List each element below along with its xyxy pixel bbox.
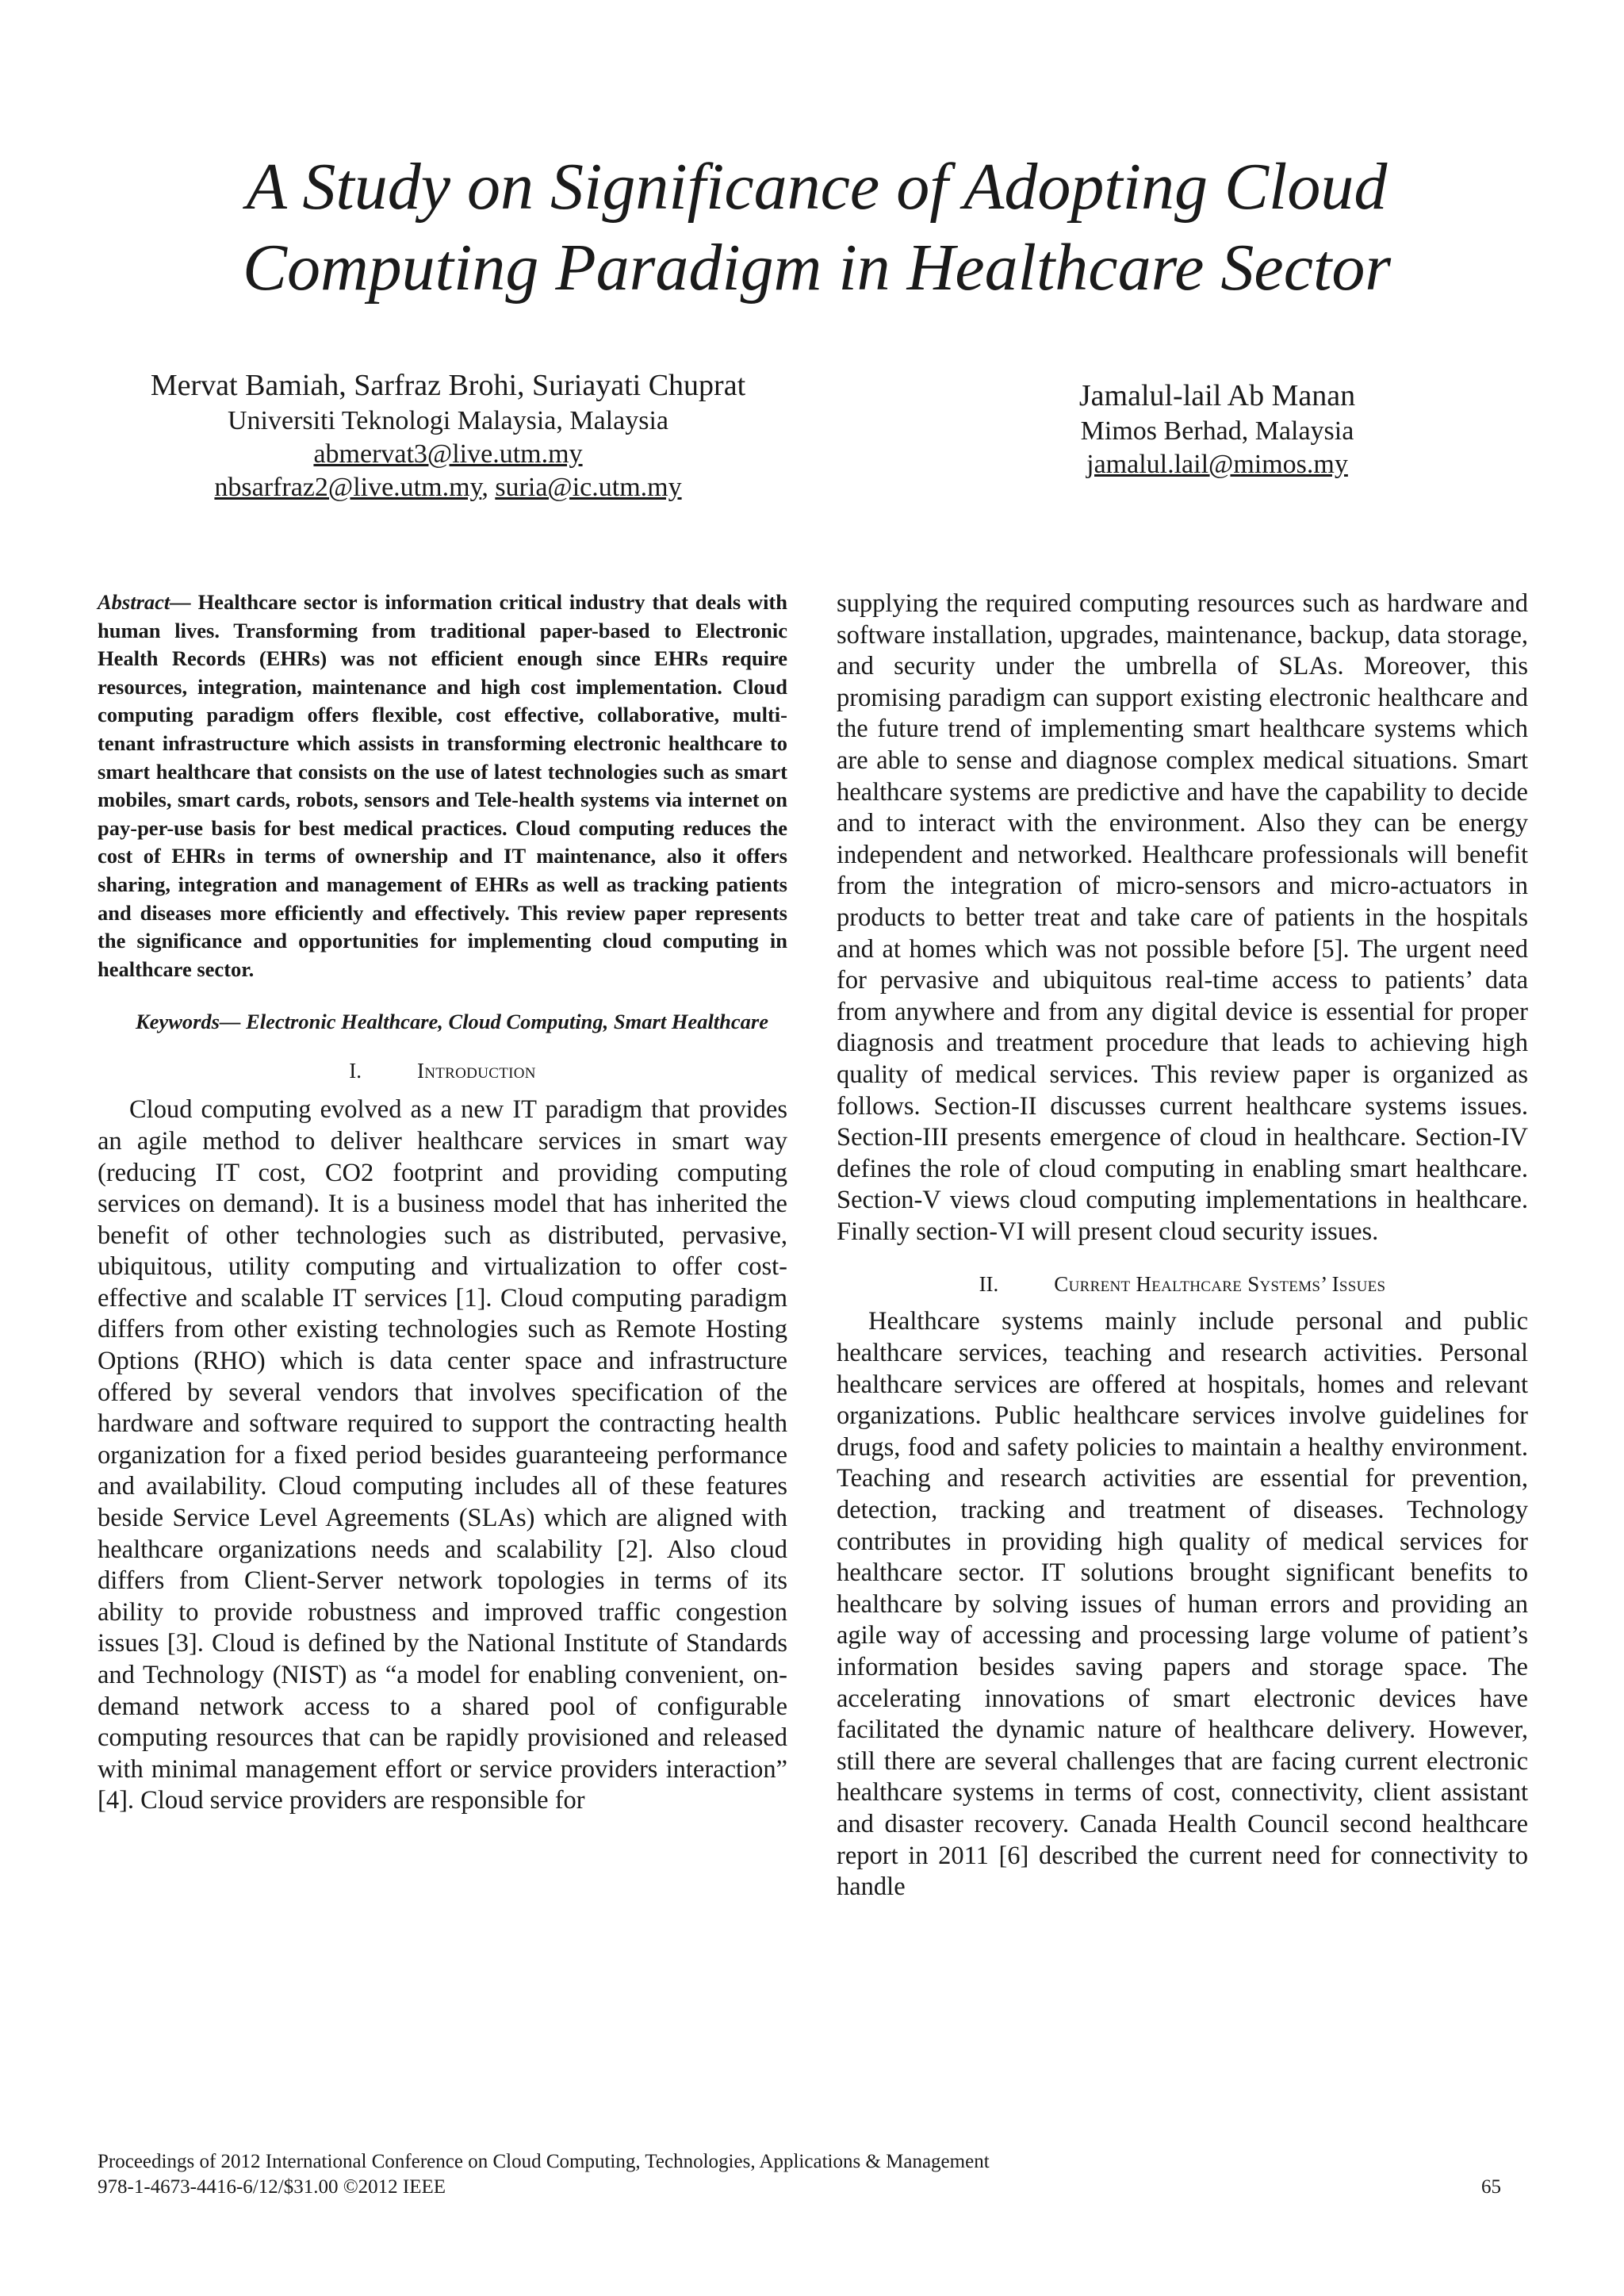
keywords: Keywords— Electronic Healthcare, Cloud Computing, Smart Healthcare xyxy=(136,1010,768,1034)
section-2-paragraph: Healthcare systems mainly include personal and public healthcare services, teaching and research activities. Personal healthcare services are offered at hospitals, homes and relevant organizations. Public healthcare services involve guidelines for drugs, food and safety policies to maintain a healthy environment. Teaching and research activities are essential for prevention, detection, tracking and treatment of diseases. Technology contributes in providing high quality of medical services for healthcare sector. IT solutions brought significant benefits to healthcare by solving issues of human errors and providing an agile way of accessing and processing large volume of patient’s information besides saving papers and storage space. The accelerating innovations of smart electronic devices have facilitated the dynamic nature of healthcare delivery. However, still there are several challenges that are facing current electronic healthcare systems in terms of cost, connectivity, client assistant and disaster recovery. Canada Health Council second healthcare report in 2011 [6] described the current need for connectivity to handle xyxy=(837,1307,1528,1902)
abstract xyxy=(98,588,787,983)
page-number: 65 xyxy=(1481,2176,1501,2198)
section-2-number: II. xyxy=(979,1272,999,1297)
right-column xyxy=(837,588,1528,1903)
author-affiliation-right: Mimos Berhad, Malaysia xyxy=(1080,416,1354,446)
proceedings-line: Proceedings of 2012 International Conference on Cloud Computing, Technologies, Applications & Management xyxy=(98,2151,990,2172)
isbn-line: 978-1-4673-4416-6/12/$31.00 ©2012 IEEE xyxy=(98,2176,446,2198)
author-names-right: Jamalul-lail Ab Manan xyxy=(1078,379,1356,412)
left-column xyxy=(98,588,787,1817)
author-email-1[interactable]: abmervat3@live.utm.my xyxy=(313,439,583,469)
section-2-heading xyxy=(837,1270,1528,1298)
abstract-label: Abstract— xyxy=(98,590,191,614)
author-email-4[interactable]: jamalul.lail@mimos.my xyxy=(1086,450,1348,479)
abstract-text: Healthcare sector is information critical industry that deals with human lives. Transforming from traditional paper-based to Electronic Health Records (EHRs) was not efficient enough since EHRs require resources, integration, maintenance and high cost implementation. Cloud computing paradigm offers flexible, cost effective, collaborative, multi-tenant infrastructure which assists in transforming electronic healthcare to smart healthcare that consists on the use of latest technologies such as smart mobiles, smart cards, robots, sensors and Tele-health systems via internet on pay-per-use basis for best medical practices. Cloud computing reduces the cost of EHRs in terms of ownership and IT maintenance, also it offers sharing, integration and management of EHRs as well as tracking patients and diseases more efficiently and effectively. This review paper represents the significance and opportunities for implementing cloud computing in healthcare sector. xyxy=(98,590,787,981)
author-names-left: Mervat Bamiah, Sarfraz Brohi, Suriayati Chuprat xyxy=(150,369,746,402)
title-line-1: A Study on Significance of Adopting Cloud xyxy=(246,150,1388,224)
section-1-continued-paragraph: supplying the required computing resources such as hardware and software installation, upgrades, maintenance, backup, data storage, and security under the umbrella of SLAs. Moreover, this promising paradigm can support existing electronic healthcare and the future trend of implementing smart healthcare systems which are able to sense and diagnose complex medical situations. Smart healthcare systems are predictive and have the capability to decide and to interact with the environment. Also they can be energy independent and networked. Healthcare professionals will benefit from the integration of micro-sensors and micro-actuators in products to better treat and take care of patients in the hospitals and at homes which was not possible before [5]. The urgent need for pervasive and ubiquitous real-time access to patients’ data from anywhere and from any digital device is essential for proper diagnosis and treatment procedure that leads to achieving high quality of medical services. This review paper is organized as follows. Section-II discusses current healthcare systems issues. Section-III presents emergence of cloud in healthcare. Section-IV defines the role of cloud computing in enabling smart healthcare. Section-V views cloud computing implementations in healthcare. Finally section-VI will present cloud security issues. xyxy=(837,589,1528,1246)
author-affiliation-left: Universiti Teknologi Malaysia, Malaysia xyxy=(227,406,668,435)
author-block-left xyxy=(119,366,777,504)
author-block-right xyxy=(983,377,1451,481)
page-footer xyxy=(98,2149,1501,2200)
paper-title xyxy=(143,147,1491,309)
title-line-2: Computing Paradigm in Healthcare Sector xyxy=(242,231,1392,305)
section-2-title: Current Healthcare Systems’ Issues xyxy=(1054,1272,1386,1297)
email-separator: , xyxy=(481,473,496,502)
author-email-3[interactable]: suria@ic.utm.my xyxy=(495,473,682,502)
section-1-number: I. xyxy=(349,1059,362,1083)
section-1-title: Introduction xyxy=(416,1059,536,1083)
section-1-heading xyxy=(98,1056,787,1085)
author-email-2[interactable]: nbsarfraz2@live.utm.my xyxy=(214,473,482,502)
section-1-paragraph: Cloud computing evolved as a new IT paradigm that provides an agile method to deliver healthcare services in smart way (reducing IT cost, CO2 footprint and providing computing services on demand). It is a business model that has inherited the benefit of other technologies such as distributed, pervasive, ubiquitous, utility computing and virtualization to offer cost-effective and scalable IT services [1]. Cloud computing paradigm differs from other existing technologies such as Remote Hosting Options (RHO) which is data center space and infrastructure offered by several vendors that involves specification of the hardware and software required to support the contracting health organization for a fixed period besides guaranteeing performance and availability. Cloud computing includes all of these features beside Service Level Agreements (SLAs) which are aligned with healthcare organizations needs and scalability [2]. Also cloud differs from Client-Server network topologies in terms of its ability to provide robustness and improved traffic congestion issues [3]. Cloud is defined by the National Institute of Standards and Technology (NIST) as “a model for enabling convenient, on-demand network access to a shared pool of configurable computing resources that can be rapidly provisioned and released with minimal management effort or service providers interaction” [4]. Cloud service providers are responsible for xyxy=(98,1095,787,1815)
